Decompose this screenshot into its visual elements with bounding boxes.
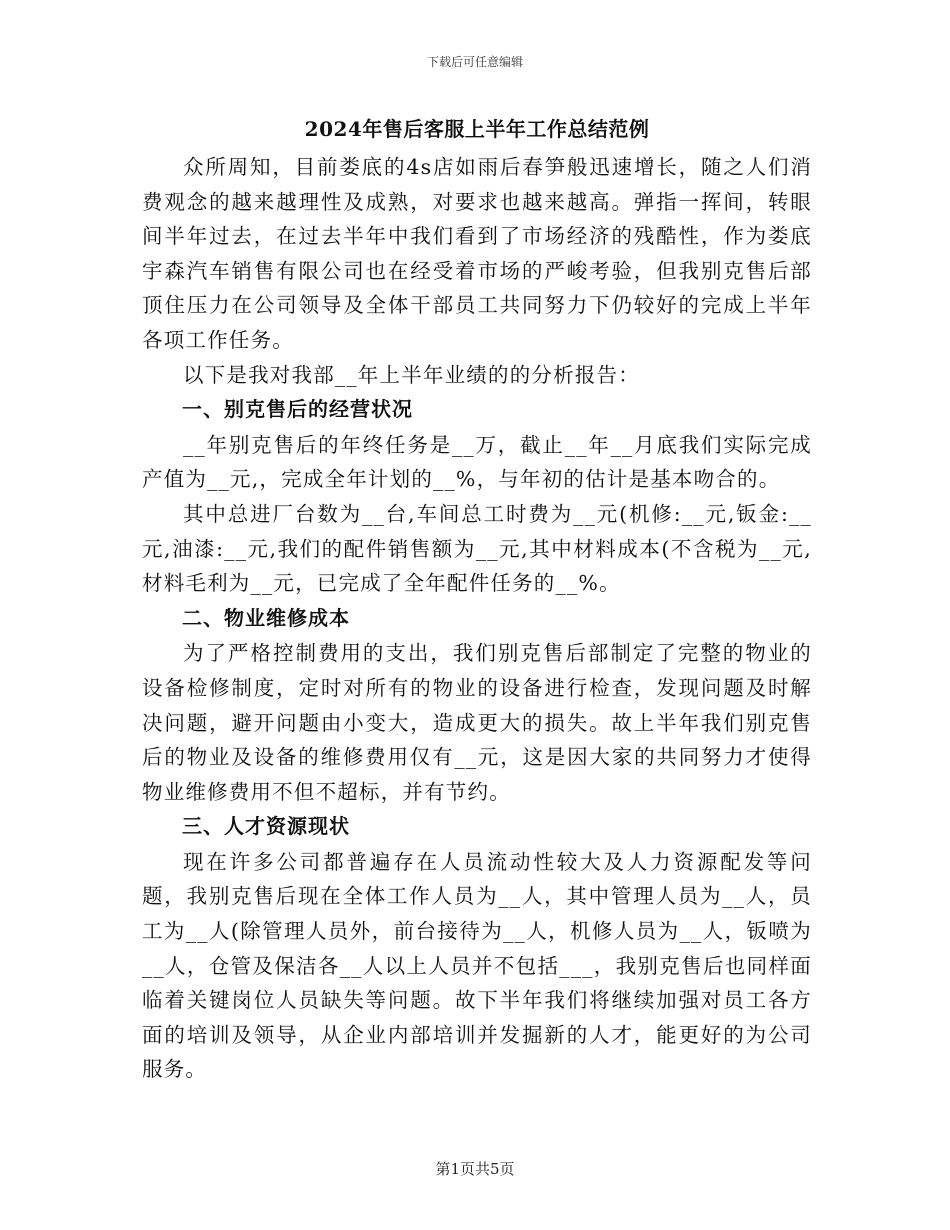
- intro-paragraph-1: 众所周知，目前娄底的4s店如雨后春笋般迅速增长，随之人们消费观念的越来越理性及成熟，对要求也越来越高。弹指一挥间，转眼间半年过去，在过去半年中我们看到了市场经济的残酷性，作为娄底宇森汽车销售有限公司也在经受着市场的严峻考验，但我别克售后部顶住压力在公司领导及全体干部员工共同努力下仍较好的完成上半年各项工作任务。: [142, 155, 812, 352]
- section-3-paragraph-1: 现在许多公司都普遍存在人员流动性较大及人力资源配发等问题，我别克售后现在全体工作人员为__人，其中管理人员为__人，员工为__人(除管理人员外，前台接待为__人，机修人员为__人，钣喷为__人，仓管及保洁各__人以上人员并不包括___，我别克售后也同样面临着关键岗位人员缺失等问题。故下半年我们将继续加强对员工各方面的培训及领导，从企业内部培训并发掘新的人才，能更好的为公司服务。: [142, 849, 812, 1082]
- page-header-note: 下载后可任意编辑: [426, 55, 523, 69]
- page-number-indicator: 第1页共5页: [435, 1160, 515, 1178]
- section-3-heading: 三、人才资源现状: [182, 814, 350, 839]
- section-1-paragraph-2: 其中总进厂台数为__台,车间总工时费为__元(机修:__元,钣金:__元,油漆:__元,我们的配件销售额为__元,其中材料成本(不含税为__元,材料毛利为__元，已完成了全年配件任务的__%。: [142, 501, 812, 596]
- document-title: 2024年售后客服上半年工作总结范例: [304, 117, 650, 141]
- section-1-heading: 一、别克售后的经营状况: [182, 397, 413, 422]
- section-2-heading: 二、物业维修成本: [182, 605, 350, 630]
- section-1-paragraph-1: __年别克售后的年终任务是__万，截止__年__月底我们实际完成产值为__元,，完成全年计划的__%，与年初的估计是基本吻合的。: [142, 432, 812, 492]
- section-2-paragraph-1: 为了严格控制费用的支出，我们别克售后部制定了完整的物业的设备检修制度，定时对所有的物业的设备进行检查，发现问题及时解决问题，避开问题由小变大，造成更大的损失。故上半年我们别克售后的物业及设备的维修费用仅有__元，这是因大家的共同努力才使得物业维修费用不但不超标，并有节约。: [142, 641, 812, 804]
- intro-paragraph-2: 以下是我对我部__年上半年业绩的的分析报告：: [183, 362, 640, 387]
- document-body: [142, 112, 812, 1087]
